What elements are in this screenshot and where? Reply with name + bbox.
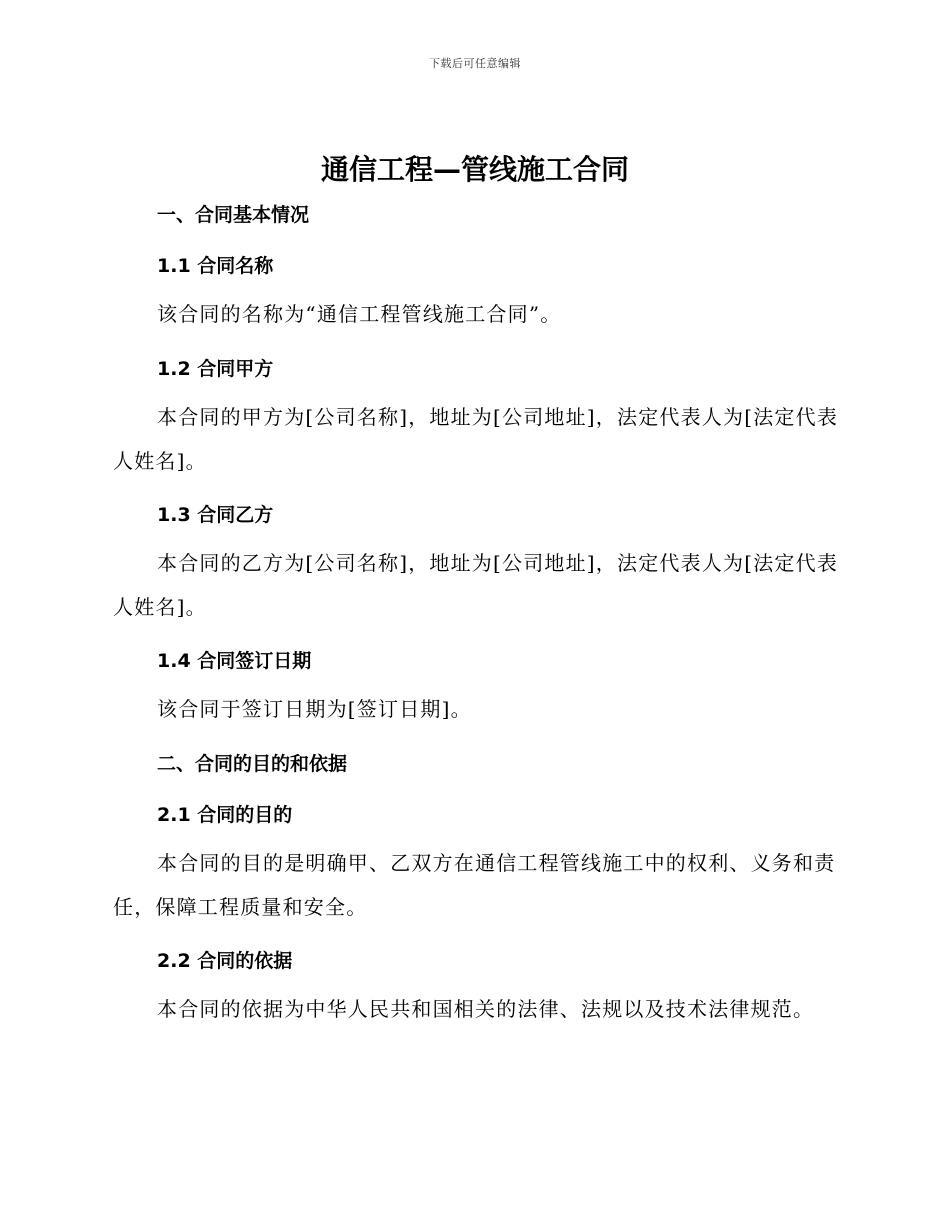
subsection-heading-basis: 2.2 合同的依据 xyxy=(157,950,293,972)
subsection-heading-party-a: 1.2 合同甲方 xyxy=(157,358,274,380)
subsection-heading-signing-date: 1.4 合同签订日期 xyxy=(157,650,312,672)
document-title: 通信工程—管线施工合同 xyxy=(320,153,629,186)
paragraph-contract-name: 该合同的名称为“通信工程管线施工合同”。 xyxy=(157,302,562,326)
subsection-heading-contract-name: 1.1 合同名称 xyxy=(157,255,274,277)
section-heading-purpose-basis: 二、合同的目的和依据 xyxy=(157,753,348,775)
paragraph-party-b: 本合同的乙方为[公司名称]，地址为[公司地址]，法定代表人为[法定代表人姓名]。 xyxy=(113,551,839,619)
paragraph-signing-date: 该合同于签订日期为[签订日期]。 xyxy=(157,697,472,721)
section-heading-basic-info: 一、合同基本情况 xyxy=(157,204,310,226)
page-header-note: 下载后可任意编辑 xyxy=(429,57,521,70)
paragraph-purpose: 本合同的目的是明确甲、乙双方在通信工程管线施工中的权利、义务和责任，保障工程质量和安全。 xyxy=(113,851,836,919)
subsection-heading-party-b: 1.3 合同乙方 xyxy=(157,504,274,526)
subsection-heading-purpose: 2.1 合同的目的 xyxy=(157,804,293,826)
paragraph-party-a: 本合同的甲方为[公司名称]，地址为[公司地址]，法定代表人为[法定代表人姓名]。 xyxy=(113,405,839,473)
paragraph-basis: 本合同的依据为中华人民共和国相关的法律、法规以及技术法律规范。 xyxy=(157,997,815,1021)
